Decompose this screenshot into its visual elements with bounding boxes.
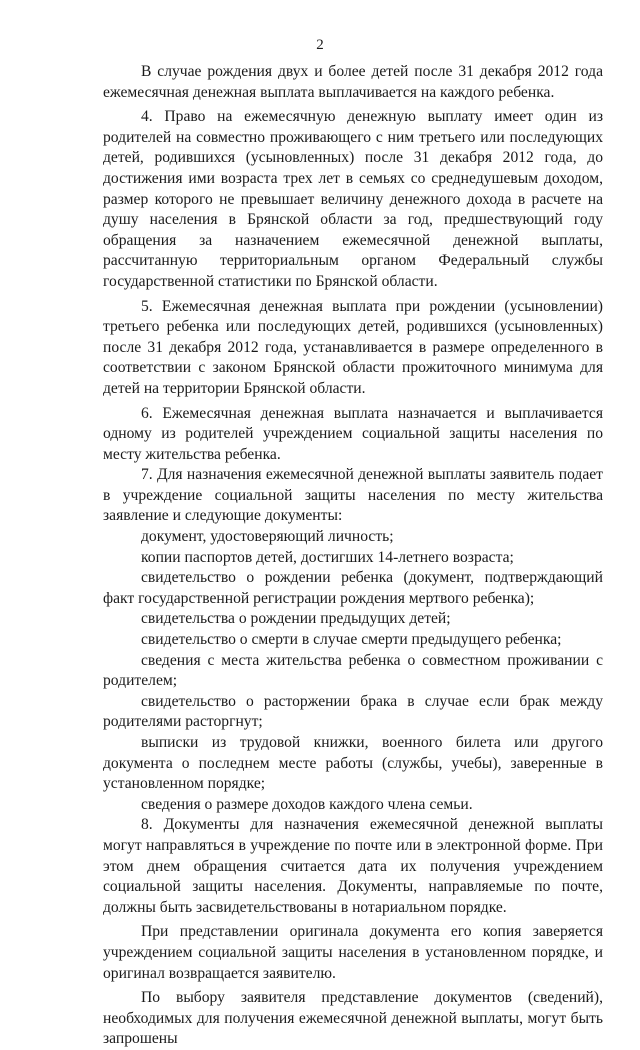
list-item-income-information: сведения о размере доходов каждого члена семьи. xyxy=(141,795,473,813)
page-number: 2 xyxy=(316,37,324,53)
list-item-previous-birth-certificates: свидетельства о рождении предыдущих детей; xyxy=(141,610,451,628)
paragraph-children-born-after-2012: В случае рождения двух и более детей после 31 декабря 2012 года ежемесячная денежная выплата выплачивается на каждого ребенка. xyxy=(103,63,603,101)
paragraph-item-6-assignment: 6. Ежемесячная денежная выплата назначается и выплачивается одному из родителей учреждением социальной защиты населения по месту жительства ребенка. xyxy=(103,404,603,463)
list-item-death-certificate: свидетельство о смерти в случае смерти предыдущего ребенка; xyxy=(141,631,562,649)
list-item-divorce-certificate: свидетельство о расторжении брака в случае если брак между родителями расторгнут; xyxy=(103,692,603,731)
paragraph-original-copy: При представлении оригинала документа его копия заверяется учреждением социальной защиты населения в установленном порядке, и оригинал возвращается заявителю. xyxy=(103,923,603,982)
document-body xyxy=(103,62,603,1050)
paragraph-item-5-payment-amount: 5. Ежемесячная денежная выплата при рождении (усыновлении) третьего ребенка или последующих детей, родившихся (усыновленных) после 31 декабря 2012 года, устанавливается в размере определенного в соответствии с законом Брянской области прожиточного минимума для детей на территории Брянской области. xyxy=(103,297,603,397)
list-item-passport-copies: копии паспортов детей, достигших 14-летнего возраста; xyxy=(141,548,514,566)
paragraph-applicant-choice: По выбору заявителя представление документов (сведений), необходимых для получения ежемесячной денежной выплаты, могут быть запрошены xyxy=(103,989,603,1048)
paragraph-item-4-right-to-payment: 4. Право на ежемесячную денежную выплату имеет один из родителей на совместно проживающего с ним третьего или последующих детей, родившихся (усыновленных) после 31 декабря 2012 года, до достижения ими возраста трех лет в семьях со среднедушевым доходом, размер которого не превышает величину денежного дохода в расчете на душу населения в Брянской области за год, предшествующий году обращения за назначением ежемесячной денежной выплаты, рассчитанную территориальным органом Федеральный службы государственной статистики по Брянской области. xyxy=(103,108,603,290)
list-item-identity-document: документ, удостоверяющий личность; xyxy=(141,528,394,546)
paragraph-item-8-submission: 8. Документы для назначения ежемесячной денежной выплаты могут направляться в учреждение по почте или в электронной форме. При этом днем обращения считается дата их получения учреждением социальной защиты населения. Документы, направляемые по почте, должны быть засвидетельствованы в нотариальном порядке. xyxy=(103,816,603,916)
list-item-birth-certificate: свидетельство о рождении ребенка (документ, подтверждающий факт государственной регистрации рождения мертвого ребенка); xyxy=(103,569,603,607)
paragraph-item-7-documents: 7. Для назначения ежемесячной денежной выплаты заявитель подает в учреждение социальной защиты населения по месту жительства заявление и следующие документы: xyxy=(103,466,603,525)
list-item-residence-information: сведения с места жительства ребенка о совместном проживании с родителем; xyxy=(103,651,603,690)
list-item-employment-records: выписки из трудовой книжки, военного билета или другого документа о последнем месте работы (службы, учебы), заверенные в установленном порядке; xyxy=(103,734,603,793)
